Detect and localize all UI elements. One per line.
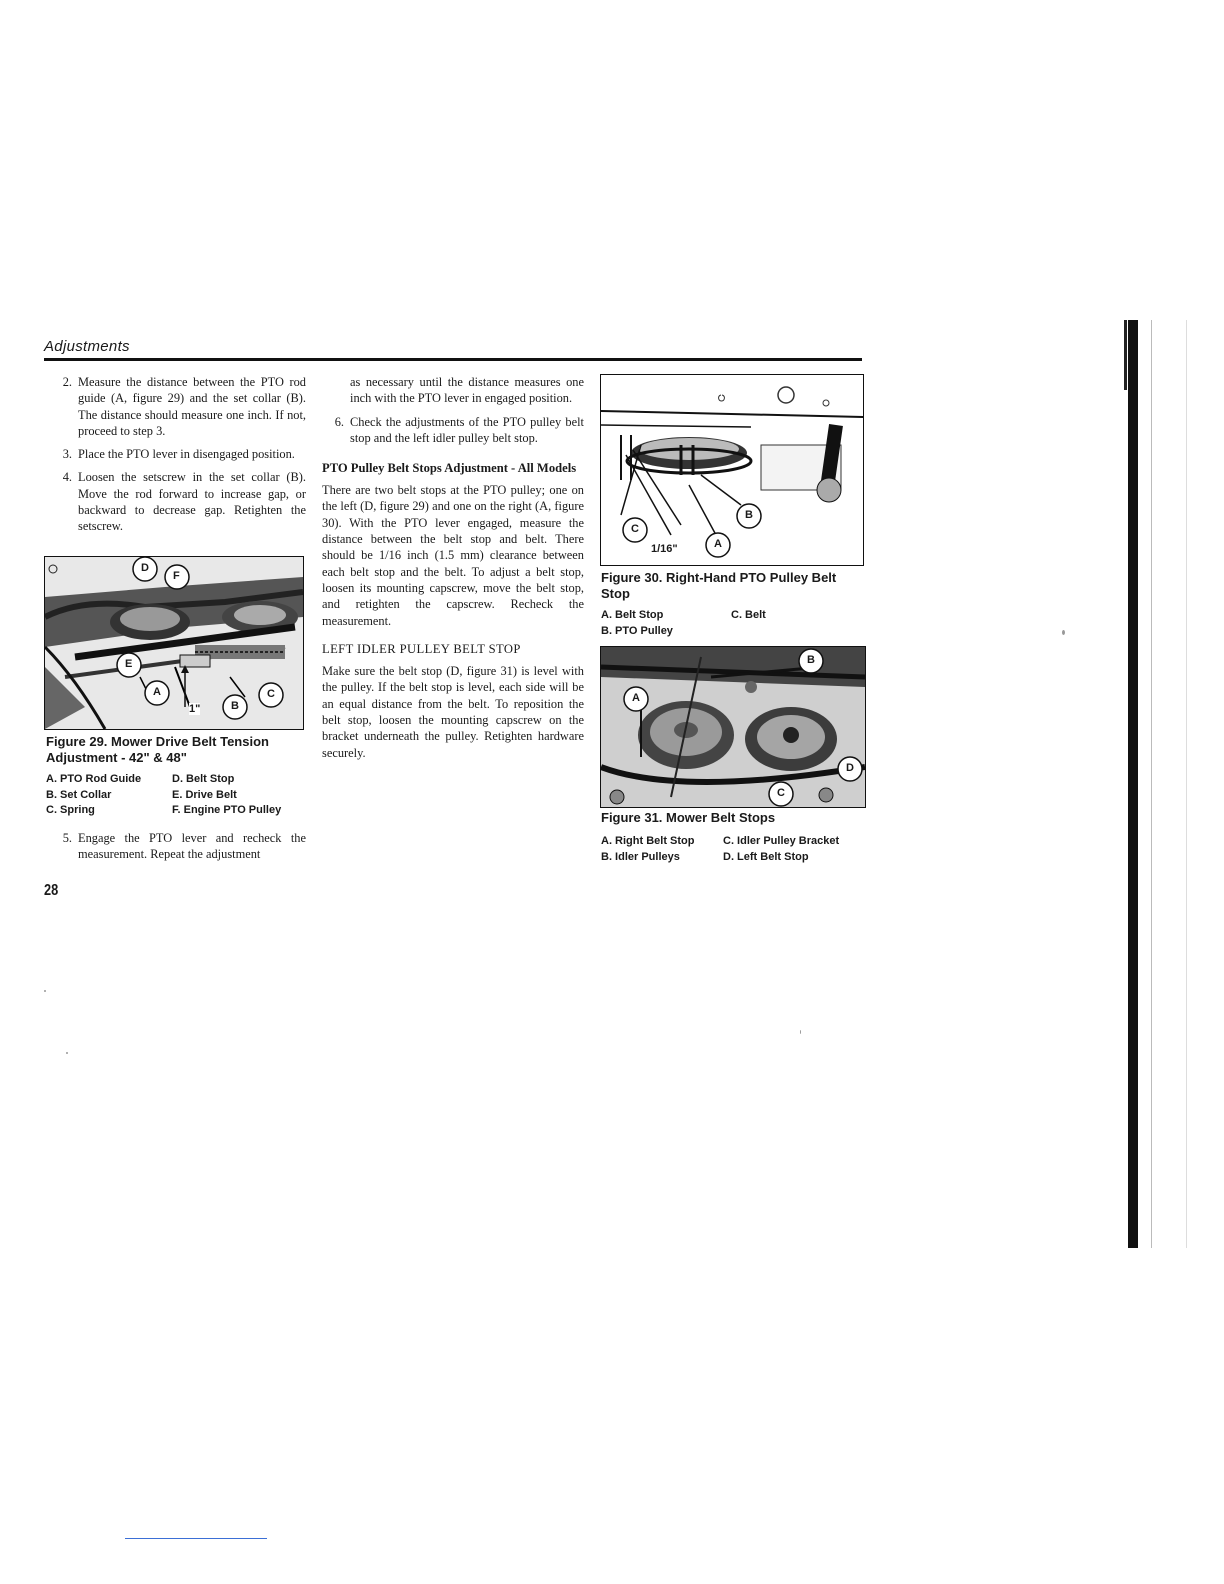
legend-row bbox=[601, 850, 867, 866]
step-number: 4. bbox=[62, 470, 72, 485]
pto-pulley-diagram bbox=[601, 375, 863, 565]
legend-item: A. PTO Rod Guide bbox=[46, 773, 142, 785]
legend-item: B. Set Collar bbox=[46, 788, 112, 801]
legend-item: D. Belt Stop bbox=[172, 773, 235, 785]
legend-item: A. Belt Stop bbox=[601, 609, 664, 621]
legend-row bbox=[601, 834, 867, 850]
paragraph-pto-belt-stops: There are two belt stops at the PTO pulley; one on the left (D, figure 29) and one on the right (A, figure 30). With the PTO lever engaged, measure the distance between the belt stop and belt. There should be 1/16 inch (1.5 mm) clearance between each belt stop and the belt. To adjust a belt stop, loosen its mounting capscrew, move the belt stop, and retighten the capscrew. Recheck the measurement. bbox=[322, 483, 584, 628]
step-5 bbox=[50, 830, 306, 863]
figure-30-legend bbox=[601, 608, 865, 639]
heading-pto-belt-stops: PTO Pulley Belt Stops Adjustment - All Models bbox=[322, 461, 577, 476]
step-number: 3. bbox=[62, 447, 72, 462]
step-5-continuation: as necessary until the distance measures one inch with the PTO lever in engaged position. bbox=[350, 375, 584, 406]
step-number: 2. bbox=[62, 375, 72, 389]
figure-29-image bbox=[44, 556, 304, 730]
legend-item: F. Engine PTO Pulley bbox=[172, 804, 282, 816]
legend-row bbox=[601, 624, 865, 640]
step-text: Measure the distance between the PTO rod guide (A, figure 29) and the set collar (B). The distance should measure one inch. If not, proceed to step 3. bbox=[78, 375, 306, 438]
step-6 bbox=[322, 414, 584, 447]
step-number: 6. bbox=[334, 414, 344, 429]
callout-d: D bbox=[846, 762, 854, 774]
legend-item: C. Spring bbox=[46, 804, 95, 816]
page-number: 28 bbox=[44, 882, 59, 899]
mower-drive-diagram bbox=[45, 557, 303, 729]
scan-speck bbox=[66, 1052, 68, 1054]
paragraph-left-idler: Make sure the belt stop (D, figure 31) is level with the pulley. If the belt stop is level, each side will be an equal distance from the belt. To reposition the belt stop, loosen the mounting capscrew on the bracket underneath the pulley. Retighten hardware securely. bbox=[322, 664, 584, 760]
callout-b: B bbox=[231, 700, 239, 712]
legend-item: B. PTO Pulley bbox=[601, 624, 673, 637]
figure-30-caption: Figure 30. Right-Hand PTO Pulley Belt Stop bbox=[601, 570, 837, 601]
figure-29-legend bbox=[46, 772, 310, 819]
scan-speck bbox=[1062, 630, 1065, 635]
callout-a: A bbox=[153, 686, 161, 698]
binding-edge-mark bbox=[1124, 320, 1127, 390]
callout-c: C bbox=[631, 523, 639, 535]
legend-item: C. Belt bbox=[731, 609, 766, 621]
legend-item: C. Idler Pulley Bracket bbox=[723, 835, 840, 847]
mower-belt-stops-diagram bbox=[601, 647, 865, 807]
heading-left-idler: LEFT IDLER PULLEY BELT STOP bbox=[322, 641, 521, 656]
column-1-bottom bbox=[50, 830, 306, 870]
figure-31-caption: Figure 31. Mower Belt Stops bbox=[601, 810, 776, 825]
step-4 bbox=[50, 469, 306, 534]
column-1 bbox=[50, 374, 306, 542]
legend-row bbox=[46, 803, 310, 819]
bottom-underline bbox=[125, 1538, 267, 1539]
binding-line bbox=[1151, 320, 1152, 1248]
step-number: 5. bbox=[62, 831, 72, 845]
callout-c: C bbox=[777, 787, 785, 799]
binding-edge bbox=[1128, 320, 1138, 1248]
step-text: Place the PTO lever in disengaged position. bbox=[78, 447, 295, 462]
callout-b: B bbox=[745, 509, 753, 521]
figure-30-image bbox=[600, 374, 864, 566]
figure-31-image bbox=[600, 646, 866, 808]
column-2 bbox=[322, 374, 584, 761]
section-title: Adjustments bbox=[44, 338, 130, 355]
legend-row bbox=[601, 608, 865, 624]
legend-row bbox=[46, 772, 310, 788]
figure-31-legend bbox=[601, 834, 867, 865]
callout-b: B bbox=[807, 654, 815, 666]
legend-item: D. Left Belt Stop bbox=[723, 850, 809, 863]
step-text: Loosen the setscrew in the set collar (B). Move the rod forward to increase gap, or backward to decrease gap. Retighten the setscrew. bbox=[78, 470, 306, 534]
callout-a: A bbox=[714, 538, 722, 550]
measure-label: 1/16" bbox=[651, 543, 678, 555]
legend-row bbox=[46, 788, 310, 804]
step-2 bbox=[50, 374, 306, 439]
legend-item: A. Right Belt Stop bbox=[601, 835, 695, 847]
callout-f: F bbox=[173, 570, 180, 582]
header-rule bbox=[44, 358, 862, 361]
callout-e: E bbox=[125, 658, 133, 670]
legend-item: B. Idler Pulleys bbox=[601, 850, 680, 863]
binding-line-faint bbox=[1186, 320, 1187, 1248]
callout-c: C bbox=[267, 688, 275, 700]
step-3 bbox=[50, 446, 306, 462]
scan-speck bbox=[44, 990, 46, 992]
step-text: Engage the PTO lever and recheck the measurement. Repeat the adjustment bbox=[78, 831, 306, 862]
callout-d: D bbox=[141, 562, 149, 574]
figure-29-caption: Figure 29. Mower Drive Belt Tension Adjustment - 42" & 48" bbox=[46, 734, 269, 765]
scan-speck bbox=[800, 1030, 801, 1034]
legend-item: E. Drive Belt bbox=[172, 788, 237, 801]
measure-label: 1" bbox=[189, 703, 201, 715]
step-text: Check the adjustments of the PTO pulley belt stop and the left idler pulley belt stop. bbox=[350, 414, 584, 445]
callout-a: A bbox=[632, 692, 640, 704]
